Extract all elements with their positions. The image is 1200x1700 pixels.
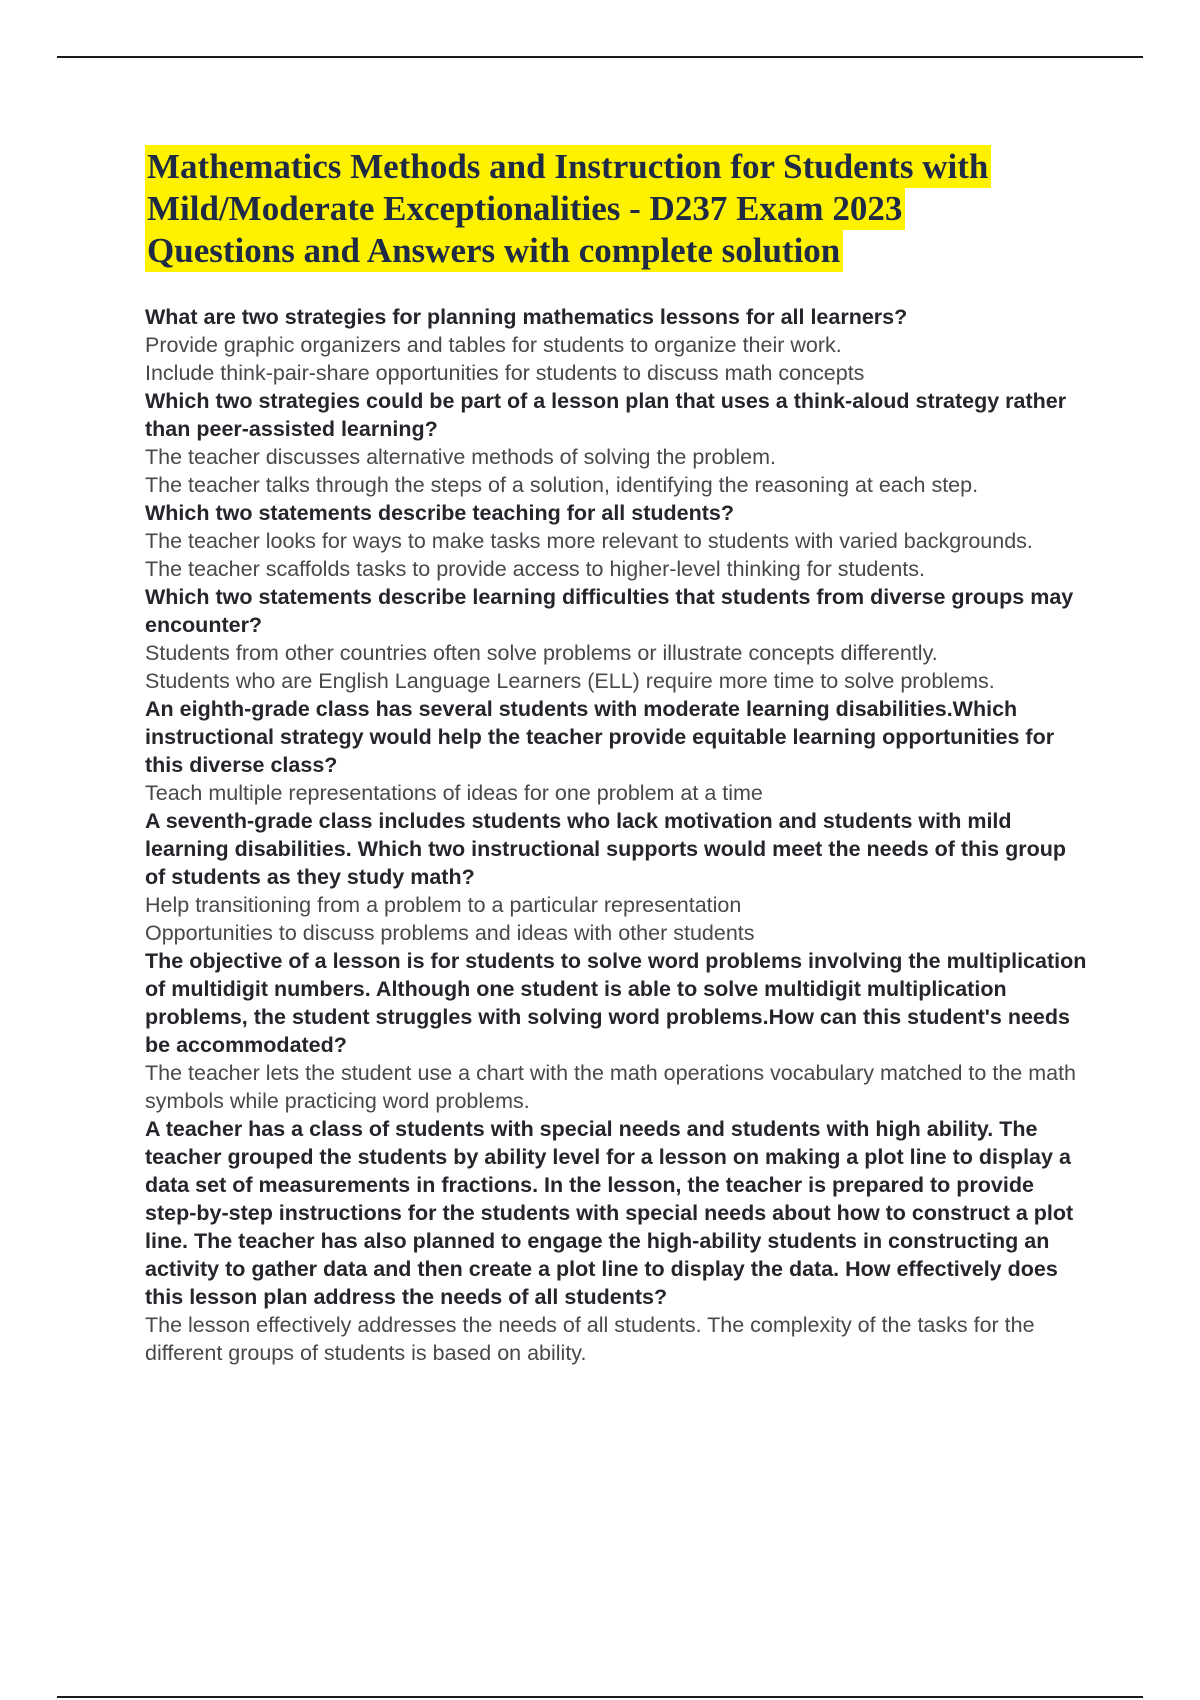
answer-text: Help transitioning from a problem to a particular representation <box>145 893 742 917</box>
question-text: A seventh-grade class includes students who lack motivation and students with mild learning disabilities. Which two instructional supports would meet the needs of this group of students as they study math? <box>145 809 1066 889</box>
answer-text: Include think-pair-share opportunities for students to discuss math concepts <box>145 361 865 385</box>
answer-text: The teacher scaffolds tasks to provide access to higher-level thinking for students. <box>145 557 925 581</box>
answer-text: Opportunities to discuss problems and ideas with other students <box>145 921 755 945</box>
question-text: Which two statements describe teaching for all students? <box>145 501 734 525</box>
title-line <box>145 230 1105 272</box>
answer-text: Students from other countries often solve problems or illustrate concepts differently. <box>145 641 938 665</box>
title-highlight: Mathematics Methods and Instruction for Students with <box>145 145 991 188</box>
qa-item <box>145 695 1090 807</box>
document-title <box>145 146 1105 272</box>
qa-list <box>145 303 1090 1367</box>
qa-item <box>145 1115 1090 1367</box>
answer-text: Students who are English Language Learners (ELL) require more time to solve problems. <box>145 669 995 693</box>
answer-text: The teacher looks for ways to make tasks more relevant to students with varied backgrounds. <box>145 529 1033 553</box>
question-text: The objective of a lesson is for students to solve word problems involving the multiplication of multidigit numbers. Although one student is able to solve multidigit multiplication problems, the student struggles with solving word problems.How can this student's needs be accommodated? <box>145 949 1087 1057</box>
qa-item <box>145 303 1090 387</box>
answer-text: The lesson effectively addresses the needs of all students. The complexity of the tasks for the different groups of students is based on ability. <box>145 1313 1035 1365</box>
title-line <box>145 146 1105 188</box>
title-highlight: Mild/Moderate Exceptionalities - D237 Exam 2023 <box>145 187 905 230</box>
title-highlight: Questions and Answers with complete solution <box>145 229 843 272</box>
answer-text: The teacher talks through the steps of a solution, identifying the reasoning at each step. <box>145 473 979 497</box>
answer-text: The teacher discusses alternative methods of solving the problem. <box>145 445 776 469</box>
top-divider <box>57 56 1143 58</box>
answer-text: Teach multiple representations of ideas for one problem at a time <box>145 781 763 805</box>
question-text: Which two statements describe learning difficulties that students from diverse groups may encounter? <box>145 585 1074 637</box>
qa-item <box>145 583 1090 695</box>
qa-item <box>145 387 1090 499</box>
answer-text: The teacher lets the student use a chart with the math operations vocabulary matched to the math symbols while practicing word problems. <box>145 1061 1076 1113</box>
answer-text: Provide graphic organizers and tables for students to organize their work. <box>145 333 842 357</box>
question-text: An eighth-grade class has several students with moderate learning disabilities.Which instructional strategy would help the teacher provide equitable learning opportunities for this diverse class? <box>145 697 1055 777</box>
qa-item <box>145 499 1090 583</box>
title-line <box>145 188 1105 230</box>
qa-item <box>145 947 1090 1115</box>
question-text: A teacher has a class of students with special needs and students with high ability. The teacher grouped the students by ability level for a lesson on making a plot line to display a data set of measurements in fractions. In the lesson, the teacher is prepared to provide step-by-step instructions for the students with special needs about how to construct a plot line. The teacher has also planned to engage the high-ability students in constructing an activity to gather data and then create a plot line to display the data. How effectively does this lesson plan address the needs of all students? <box>145 1117 1074 1309</box>
bottom-divider <box>57 1696 1143 1698</box>
question-text: What are two strategies for planning mathematics lessons for all learners? <box>145 305 908 329</box>
qa-item <box>145 807 1090 947</box>
question-text: Which two strategies could be part of a lesson plan that uses a think-aloud strategy rather than peer-assisted learning? <box>145 389 1067 441</box>
